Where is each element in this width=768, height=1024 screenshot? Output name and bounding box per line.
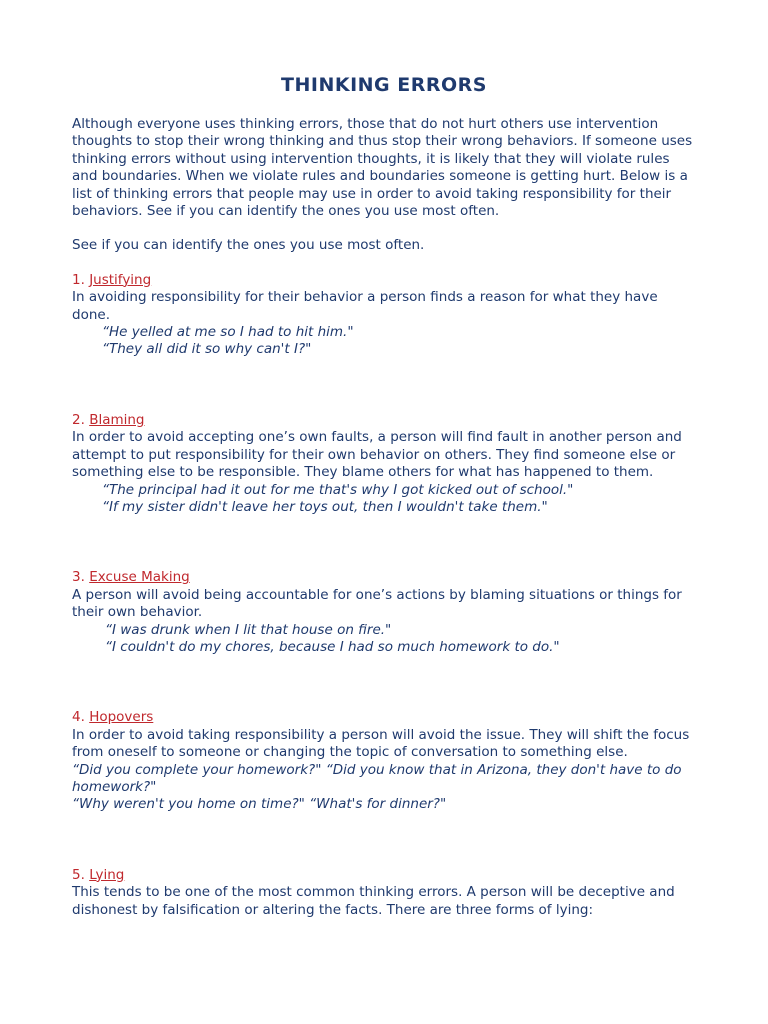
section-hopovers — [72, 709, 696, 813]
example-quote: “Did you complete your homework?" “Did you know that in Arizona, they don't have to do homework?" — [72, 761, 682, 795]
section-name: Excuse Making — [89, 569, 190, 586]
section-number: 2. — [72, 411, 85, 428]
section-description: This tends to be one of the most common thinking errors. A person will be deceptive and dishonest by falsification or altering the facts. There are three forms of lying: — [72, 884, 675, 918]
section-name: Blaming — [89, 411, 145, 428]
example-quote: “If my sister didn't leave her toys out, then I wouldn't take them." — [102, 498, 548, 515]
section-heading — [72, 569, 696, 586]
section-heading — [72, 412, 696, 429]
section-heading — [72, 709, 696, 726]
section-blaming — [72, 412, 696, 516]
section-name: Lying — [89, 866, 125, 883]
example-quote: “They all did it so why can't I?" — [102, 341, 312, 358]
section-heading — [72, 867, 696, 884]
section-name: Hopovers — [89, 709, 154, 726]
document-page — [72, 74, 696, 919]
section-excuse-making — [72, 569, 696, 656]
section-lying — [72, 867, 696, 919]
section-number: 4. — [72, 709, 85, 726]
section-justifying — [72, 272, 696, 359]
section-description: In avoiding responsibility for their behavior a person finds a reason for what they have done. — [72, 289, 658, 323]
section-description: In order to avoid accepting one’s own faults, a person will find fault in another person and attempt to put responsibility for their own behavior on others. They find someone else or something else to be responsible. They blame others for what has happened to them. — [72, 429, 682, 481]
example-quote: “I was drunk when I lit that house on fire." — [105, 621, 392, 638]
example-quote: “I couldn't do my chores, because I had so much homework to do." — [105, 638, 560, 655]
example-quote: “The principal had it out for me that's why I got kicked out of school." — [102, 481, 574, 498]
intro-paragraph: Although everyone uses thinking errors, those that do not hurt others use intervention thoughts to stop their wrong thinking and thus stop their wrong behaviors. If someone uses thinking errors without using intervention thoughts, it is likely that they will violate rules and boundaries. When we violate rules and boundaries someone is getting hurt. Below is a list of thinking errors that people may use in order to avoid taking responsibility for their behaviors. See if you can identify the ones you use most often. — [72, 116, 693, 220]
section-description: In order to avoid taking responsibility a person will avoid the issue. They will shift the focus from oneself to someone or changing the topic of conversation to something else. — [72, 726, 690, 761]
section-number: 5. — [72, 866, 85, 883]
section-number: 1. — [72, 271, 85, 288]
example-quote: “He yelled at me so I had to hit him." — [102, 324, 354, 341]
page-title: THINKING ERRORS — [281, 74, 487, 96]
example-quote: “Why weren't you home on time?" “What's for dinner?" — [72, 796, 447, 813]
section-name: Justifying — [89, 271, 152, 288]
intro-paragraph-2: See if you can identify the ones you use most often. — [72, 237, 425, 254]
section-number: 3. — [72, 569, 85, 586]
section-heading — [72, 272, 696, 289]
section-description: A person will avoid being accountable for one’s actions by blaming situations or things for their own behavior. — [72, 586, 682, 621]
